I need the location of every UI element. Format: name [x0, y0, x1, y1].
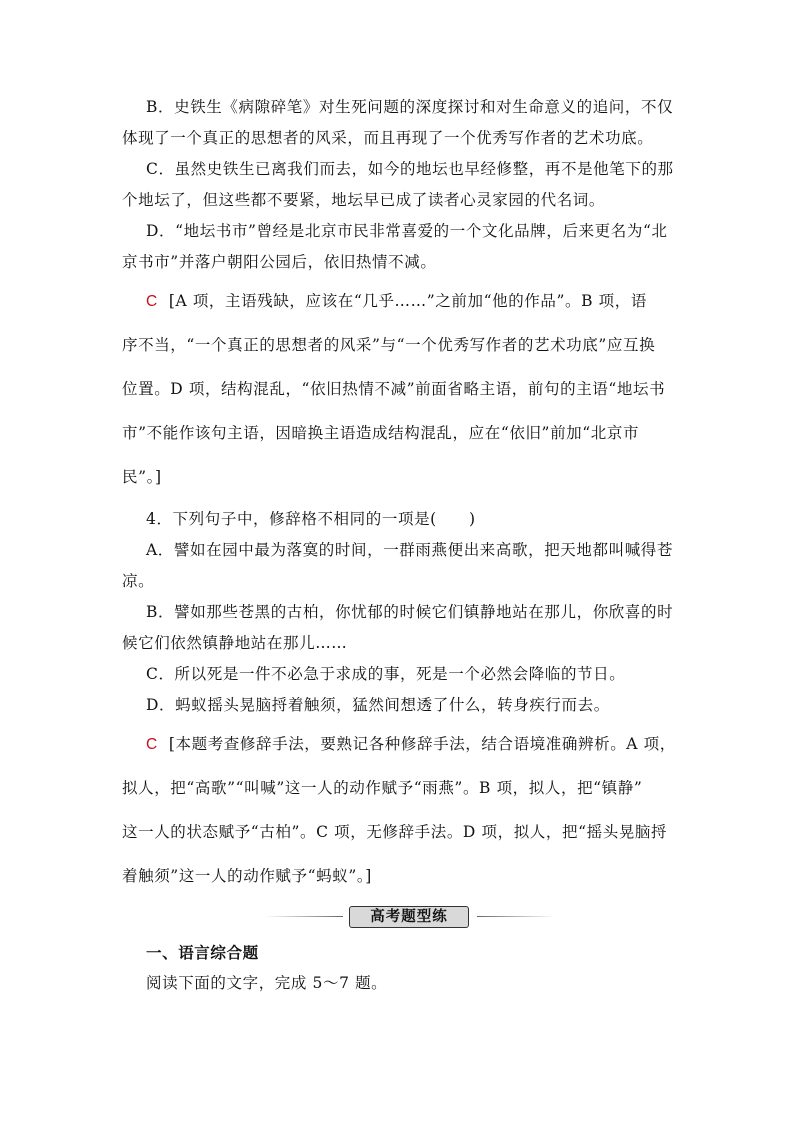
q4-option-c: C．所以死是一件不必急于求成的事，死是一个必然会降临的节日。 — [146, 665, 626, 683]
section-instruction: 阅读下面的文字，完成 5～7 题。 — [146, 974, 388, 992]
q3-option-d-line1: D．“地坛书市”曾经是北京市民非常喜爱的一个文化品牌，后来更名为“北 — [146, 222, 668, 240]
q4-answer-line2: 拟人，把“高歌”“叫喊”这一人的动作赋予“雨燕”。B 项，拟人，把“镇静” — [122, 779, 643, 797]
q3-answer-line2: 序不当，“一个真正的思想者的风采”与“一个优秀写作者的艺术功底”应互换 — [122, 336, 656, 354]
q3-answer-line3: 位置。D 项，结构混乱，“依旧热情不减”前面省略主语，前句的主语“地坛书 — [122, 380, 666, 398]
section-banner: 高考题型练 — [349, 906, 469, 928]
section-heading: 一、语言综合题 — [146, 943, 259, 962]
q4-answer-line4: 着触须”这一人的动作赋予“蚂蚁”。] — [122, 867, 372, 885]
section-divider — [265, 906, 555, 928]
q3-answer-text1: [A 项，主语残缺，应该在“几乎……”之前加“他的作品”。B 项，语 — [168, 292, 647, 310]
q3-option-b-line1: B．史铁生《病隙碎笔》对生死问题的深度探讨和对生命意义的追问，不仅 — [146, 98, 674, 116]
q3-option-c-line1: C．虽然史铁生已离我们而去，如今的地坛也早经修整，再不是他笔下的那 — [146, 160, 674, 178]
q3-answer-line1 — [146, 292, 706, 311]
q3-option-b-line2: 体现了一个真正的思想者的风采，而且再现了一个优秀写作者的艺术功底。 — [122, 129, 654, 147]
q3-answer-line4: 市”不能作该句主语，因暗换主语造成结构混乱，应在“依旧”前加“北京市 — [122, 424, 640, 442]
q4-option-a-line1: A．譬如在园中最为落寞的时间，一群雨燕便出来高歌，把天地都叫喊得苍 — [146, 541, 673, 559]
q3-option-d-line2: 京书市”并落户朝阳公园后，依旧热情不减。 — [122, 253, 437, 271]
divider-rule-left — [265, 916, 343, 917]
q4-option-b-line1: B．譬如那些苍黑的古柏，你忧郁的时候它们镇静地站在那儿，你欣喜的时 — [146, 603, 674, 621]
q4-answer-line1 — [146, 735, 706, 754]
divider-rule-right — [477, 916, 555, 917]
q3-answer-line5: 民”。] — [122, 468, 162, 486]
q4-option-d: D．蚂蚁摇头晃脑捋着触须，猛然间想透了什么，转身疾行而去。 — [146, 696, 610, 714]
q4-option-b-line2: 候它们依然镇静地站在那儿…… — [122, 634, 348, 652]
q3-answer-letter: C — [146, 293, 158, 310]
q4-option-a-line2: 凉。 — [122, 572, 155, 590]
q4-stem: 4．下列句子中，修辞格不相同的一项是( ) — [146, 510, 476, 528]
q3-option-c-line2: 个地坛了，但这些都不要紧，地坛早已成了读者心灵家园的代名词。 — [122, 191, 606, 209]
q4-answer-letter: C — [146, 736, 158, 753]
q4-answer-line3: 这一人的状态赋予“古柏”。C 项，无修辞手法。D 项，拟人，把“摇头晃脑捋 — [122, 823, 668, 841]
q4-answer-text1: [本题考查修辞手法，要熟记各种修辞手法，结合语境准确辨析。A 项， — [168, 735, 676, 753]
